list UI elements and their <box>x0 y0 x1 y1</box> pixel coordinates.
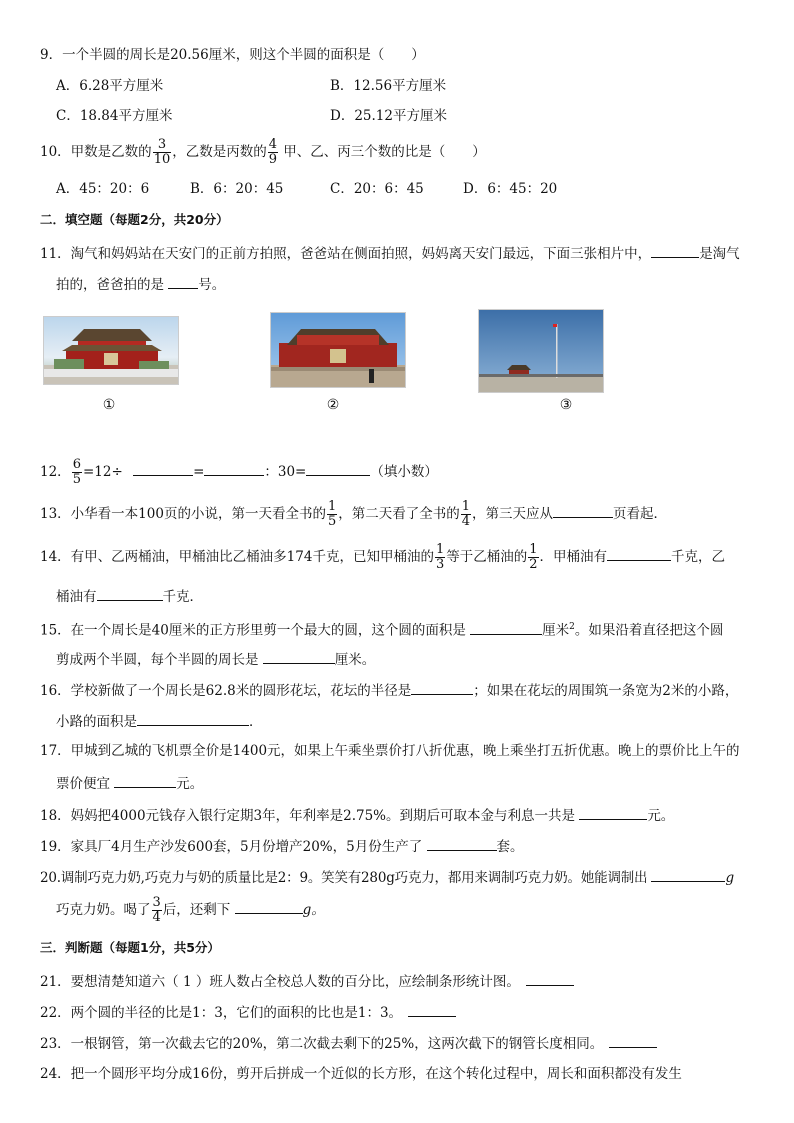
q14-text: 千克，乙 <box>671 549 726 565</box>
q10-fraction-2 <box>268 138 278 167</box>
q20-blank-1[interactable] <box>651 867 725 882</box>
numerator: 4 <box>268 137 278 152</box>
numerator: 1 <box>435 542 445 557</box>
q21-blank[interactable] <box>526 971 574 986</box>
q9-option-b[interactable]: B．12.56平方厘米 <box>330 78 447 94</box>
q13-text: 页看起． <box>613 506 668 522</box>
q16-text: ． <box>249 714 263 730</box>
q17-line1: 17．甲城到乙城的飞机票全价是1400元，如果上午乘坐票价打八折优惠，晚上乘坐打五折优惠。晚上的票价比上午的 <box>40 743 740 759</box>
q15-blank-2[interactable] <box>263 649 335 664</box>
q13-text: ，第二天看了全书的 <box>338 506 460 522</box>
q19-stem <box>40 836 524 856</box>
q22-text: 22．两个圆的半径的比是1：3，它们的面积的比也是1：3。 <box>40 1005 403 1021</box>
q15-text: 厘米 <box>542 622 570 639</box>
q20-unit: g。 <box>302 902 325 918</box>
q15-superscript: 2 <box>569 622 575 632</box>
q11-text: 11．淘气和妈妈站在天安门的正前方拍照，爸爸站在侧面拍照，妈妈离天安门最远，下面三张相片中， <box>40 246 652 262</box>
q18-blank[interactable] <box>579 805 647 820</box>
q23-blank[interactable] <box>609 1033 657 1048</box>
q14-line2 <box>56 586 203 606</box>
numerator: 1 <box>327 499 337 514</box>
q12-text: 12． <box>40 464 71 480</box>
q10-text: 10．甲数是乙数的 <box>40 144 152 160</box>
denominator: 5 <box>72 472 81 487</box>
numerator: 6 <box>72 457 81 472</box>
denominator: 4 <box>152 910 161 925</box>
photo-caption-3: ③ <box>559 397 573 413</box>
photo-caption-2: ② <box>326 397 340 413</box>
q9-option-a[interactable]: A．6.28平方厘米 <box>56 78 164 94</box>
q19-text: 19．家具厂4月生产沙发600套，5月份增产20%，5月份生产了 <box>40 839 427 855</box>
q11-blank-1[interactable] <box>651 243 699 258</box>
tiananmen-photo-2 <box>270 312 406 388</box>
q11-text: 拍的，爸爸拍的是 <box>56 277 169 293</box>
q15-text: 剪成两个半圆，每个半圆的周长是 <box>56 652 263 668</box>
q12-blank-1[interactable] <box>133 461 193 476</box>
q10-text: ，乙数是丙数的 <box>172 144 267 160</box>
q19-blank[interactable] <box>427 836 497 851</box>
q18-text: 18．妈妈把4000元钱存入银行定期3年，年利率是2.75%。到期后可取本金与利息一共是 <box>40 808 580 824</box>
q18-text: 元。 <box>647 808 675 824</box>
section-heading-true-false: 三．判断题（每题1分，共5分） <box>40 940 220 955</box>
numerator: 3 <box>153 138 172 153</box>
q14-text: 14．有甲、乙两桶油，甲桶油比乙桶油多174千克，已知甲桶油的 <box>40 549 434 565</box>
q19-text: 套。 <box>496 839 524 855</box>
q14-line1 <box>40 541 725 573</box>
denominator: 5 <box>327 514 337 529</box>
numerator: 3 <box>152 895 161 910</box>
q15-line2 <box>56 649 375 669</box>
q13-text: 13．小华看一本100页的小说，第一天看全书的 <box>40 506 326 522</box>
tiananmen-photo-1 <box>43 316 179 385</box>
q12-text: （填小数） <box>370 464 438 480</box>
q12-text: = <box>193 464 205 480</box>
q14-text: 桶油有 <box>56 589 97 605</box>
q20-text: 20.调制巧克力奶,巧克力与奶的质量比是2：9。笑笑有280g巧克力，都用来调制巧克力奶。她能调制出 <box>40 870 652 886</box>
q11-line1 <box>40 243 740 263</box>
q17-text: 元。 <box>176 776 204 792</box>
q10-option-d[interactable]: D．6：45：20 <box>463 181 558 197</box>
q23-stem <box>40 1033 657 1053</box>
denominator: 9 <box>268 152 278 167</box>
q14-fraction-1 <box>435 543 445 572</box>
q10-option-b[interactable]: B．6：20：45 <box>190 181 284 197</box>
q17-blank[interactable] <box>114 773 176 788</box>
q20-text: 后，还剩下 <box>162 902 235 918</box>
q12-fraction <box>72 458 82 487</box>
q13-text: ，第三天应从 <box>472 506 554 522</box>
q15-line1 <box>40 618 723 640</box>
section-heading-fill-in: 二．填空题（每题2分，共20分） <box>40 212 229 227</box>
q10-option-c[interactable]: C．20：6：45 <box>330 181 424 197</box>
q9-option-c[interactable]: C．18.84平方厘米 <box>56 108 173 124</box>
numerator: 1 <box>529 542 538 557</box>
q13-blank[interactable] <box>553 503 613 518</box>
q20-blank-2[interactable] <box>235 899 303 914</box>
gate-front-view-illustration <box>271 313 405 387</box>
q16-blank-1[interactable] <box>411 680 473 695</box>
q10-text: 甲、乙、丙三个数的比是（ ） <box>279 144 486 160</box>
q20-fraction <box>152 896 162 925</box>
q16-text: 小路的面积是 <box>56 714 137 730</box>
q13-fraction-1 <box>327 500 337 529</box>
q9-option-d[interactable]: D．25.12平方厘米 <box>330 108 447 124</box>
q13-stem <box>40 498 667 530</box>
q15-text: 15．在一个周长是40厘米的正方形里剪一个最大的圆，这个圆的面积是 <box>40 622 471 639</box>
q9-stem: 9．一个半圆的周长是20.56厘米，则这个半圆的面积是（ ） <box>40 47 425 63</box>
denominator: 3 <box>435 557 445 572</box>
gate-front-view-illustration <box>44 317 178 384</box>
q20-line1 <box>40 867 734 887</box>
q14-blank-1[interactable] <box>607 546 671 561</box>
q13-fraction-2 <box>461 500 471 529</box>
q18-stem <box>40 805 674 825</box>
q15-text: 。如果沿着直径把这个圆 <box>574 622 724 639</box>
q16-text: ；如果在花坛的周围筑一条宽为2米的小路， <box>473 683 739 699</box>
q16-text: 16．学校新做了一个周长是62.8米的圆形花坛，花坛的半径是 <box>40 683 412 699</box>
q14-blank-2[interactable] <box>97 586 163 601</box>
denominator: 10 <box>153 152 171 167</box>
q10-fraction-1 <box>153 138 172 167</box>
q12-text: ：30= <box>264 464 307 480</box>
q20-text: 巧克力奶。喝了 <box>56 902 151 918</box>
q12-stem <box>40 456 438 488</box>
q11-blank-2[interactable] <box>168 274 198 289</box>
tiananmen-photo-3 <box>478 309 604 393</box>
q11-text: 是淘气 <box>699 246 740 262</box>
q17-text: 票价便宜 <box>56 776 115 792</box>
q21-stem <box>40 971 574 991</box>
q22-stem <box>40 1002 456 1022</box>
q12-blank-3[interactable] <box>306 461 370 476</box>
q11-line2 <box>56 274 225 294</box>
q20-unit: g <box>725 870 734 886</box>
denominator: 2 <box>529 557 538 572</box>
q14-fraction-2 <box>528 543 538 572</box>
q16-line1 <box>40 680 738 700</box>
q17-line2 <box>56 773 203 793</box>
q10-option-a[interactable]: A．45：20：6 <box>56 181 150 197</box>
q23-text: 23．一根钢管，第一次截去它的20%，第二次截去剩下的25%，这两次截下的钢管长度相同。 <box>40 1036 604 1052</box>
q11-text: 号。 <box>198 277 226 293</box>
denominator: 4 <box>461 514 471 529</box>
q21-text: 21．要想清楚知道六（ 1 ）班人数占全校总人数的百分比，应绘制条形统计图。 <box>40 974 520 990</box>
q15-blank-1[interactable] <box>470 620 542 635</box>
q20-line2 <box>56 894 325 926</box>
numerator: 1 <box>461 499 471 514</box>
q14-text: 等于乙桶油的 <box>446 549 528 565</box>
q24-stem: 24．把一个圆形平均分成16份，剪开后拼成一个近似的长方形，在这个转化过程中，周长和面积都没有发生 <box>40 1066 682 1082</box>
q10-stem <box>40 136 486 168</box>
q12-text: =12÷ <box>82 464 128 480</box>
q12-blank-2[interactable] <box>204 461 264 476</box>
q16-blank-2[interactable] <box>137 711 249 726</box>
q14-text: ．甲桶油有 <box>539 549 608 565</box>
q16-line2 <box>56 711 263 731</box>
q14-text: 千克． <box>162 589 203 605</box>
distant-square-illustration <box>479 310 603 392</box>
photo-caption-1: ① <box>102 397 116 413</box>
q15-text: 厘米。 <box>334 652 376 668</box>
q22-blank[interactable] <box>408 1002 456 1017</box>
